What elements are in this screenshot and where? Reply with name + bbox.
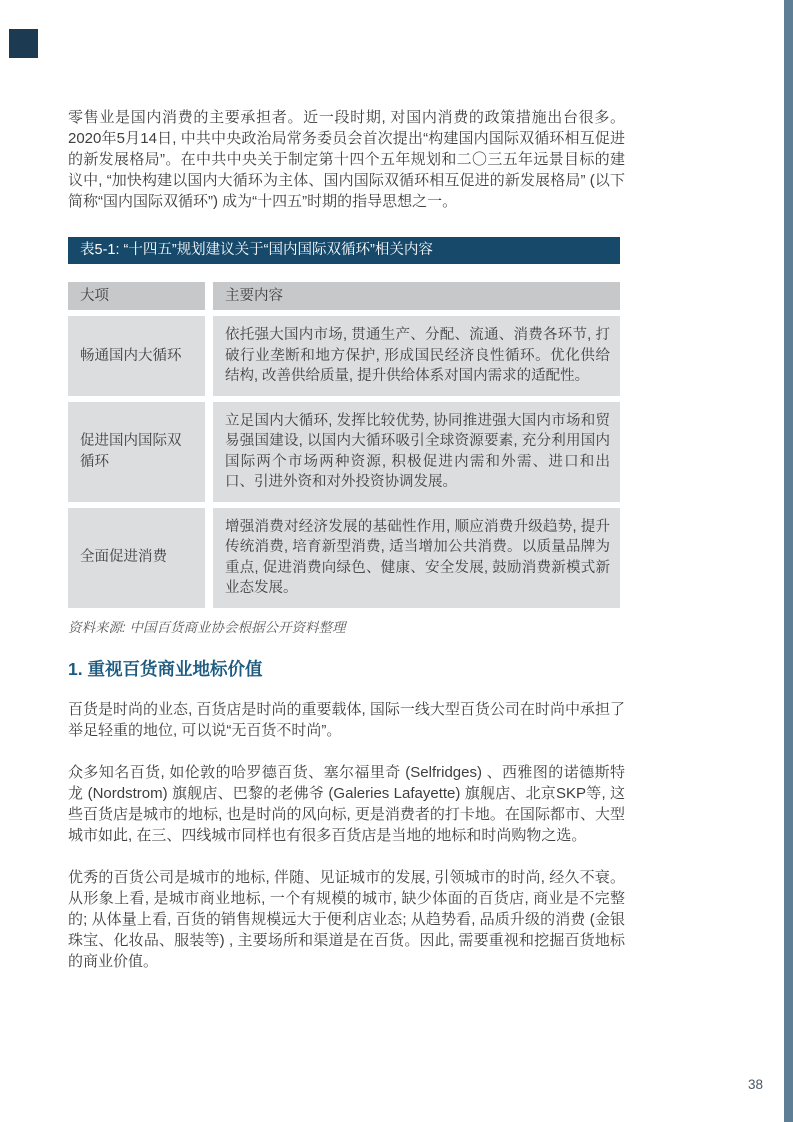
page-number: 38 [747, 1077, 763, 1092]
corner-accent-square [9, 29, 38, 58]
intro-paragraph: 零售业是国内消费的主要承担者。近一段时期, 对国内消费的政策措施出台很多。2020年5月14日, 中共中央政治局常务委员会首次提出“构建国内国际双循环相互促进的新发展格局”。在中共中央关于制定第十四个五年规划和二〇三五年远景目标的建议中, “加快构建以国内大循环为主体、国内国际双循环相互促进的新发展格局” (以下简称“国内国际双循环”) 成为“十四五”时期的指导思想之一。 [68, 109, 625, 210]
table-grid [68, 282, 620, 608]
table-row-1-content: 依托强大国内市场, 贯通生产、分配、流通、消费各环节, 打破行业垄断和地方保护, 形成国民经济良性循环。优化供给结构, 改善供给质量, 提升供给体系对国内需求的适配性。 [213, 316, 620, 396]
table-row-1-item: 畅通国内大循环 [68, 316, 205, 396]
table-row-3-content: 增强消费对经济发展的基础性作用, 顺应消费升级趋势, 提升传统消费, 培育新型消费, 适当增加公共消费。以质量品牌为重点, 促进消费向绿色、健康、安全发展, 鼓励消费新模式新业态发展。 [213, 508, 620, 608]
table-row-3-item: 全面促进消费 [68, 508, 205, 608]
section-paragraph-1: 百货是时尚的业态, 百货店是时尚的重要载体, 国际一线大型百货公司在时尚中承担了举足轻重的地位, 可以说“无百货不时尚”。 [68, 700, 625, 739]
section-paragraph-3: 优秀的百货公司是城市的地标, 伴随、见证城市的发展, 引领城市的时尚, 经久不衰。从形象上看, 是城市商业地标, 一个有规模的城市, 缺少体面的百货店, 商业是不完整的; 从体量上看, 百货的销售规模远大于便利店业态; 从趋势看, 品质升级的消费 (金银珠宝、化妆品、服装等) , 主要场所和渠道是在百货。因此, 需要重视和挖掘百货地标的商业价值。 [68, 868, 625, 970]
table-row-2-item: 促进国内国际双循环 [68, 402, 205, 502]
page-content [68, 107, 625, 993]
section-paragraph-2: 众多知名百货, 如伦敦的哈罗德百货、塞尔福里奇 (Selfridges) 、西雅图的诺德斯特龙 (Nordstrom) 旗舰店、巴黎的老佛爷 (Galeries Lafayette) 旗舰店、北京SKP等, 这些百货店是城市的地标, 也是时尚的风向标, 更是消费者的打卡地。在国际都市、大型城市如此, 在三、四线城市同样也有很多百货店是当地的地标和时尚购物之选。 [68, 763, 625, 844]
table-5-1 [68, 237, 620, 636]
table-col-header-item: 大项 [68, 282, 205, 310]
table-col-header-content: 主要内容 [213, 282, 620, 310]
table-row-2-content: 立足国内大循环, 发挥比较优势, 协同推进强大国内市场和贸易强国建设, 以国内大循环吸引全球资源要素, 充分利用国内国际两个市场两种资源, 积极促进内需和外需、进口和出口、引进外资和对外投资协调发展。 [213, 402, 620, 502]
table-title-bar: 表5-1: “十四五”规划建议关于“国内国际双循环”相关内容 [68, 237, 620, 264]
section-heading: 1. 重视百货商业地标价值 [68, 658, 263, 679]
right-edge-accent-bar [784, 0, 793, 1122]
table-source-note: 资料来源: 中国百货商业协会根据公开资料整理 [68, 619, 346, 635]
